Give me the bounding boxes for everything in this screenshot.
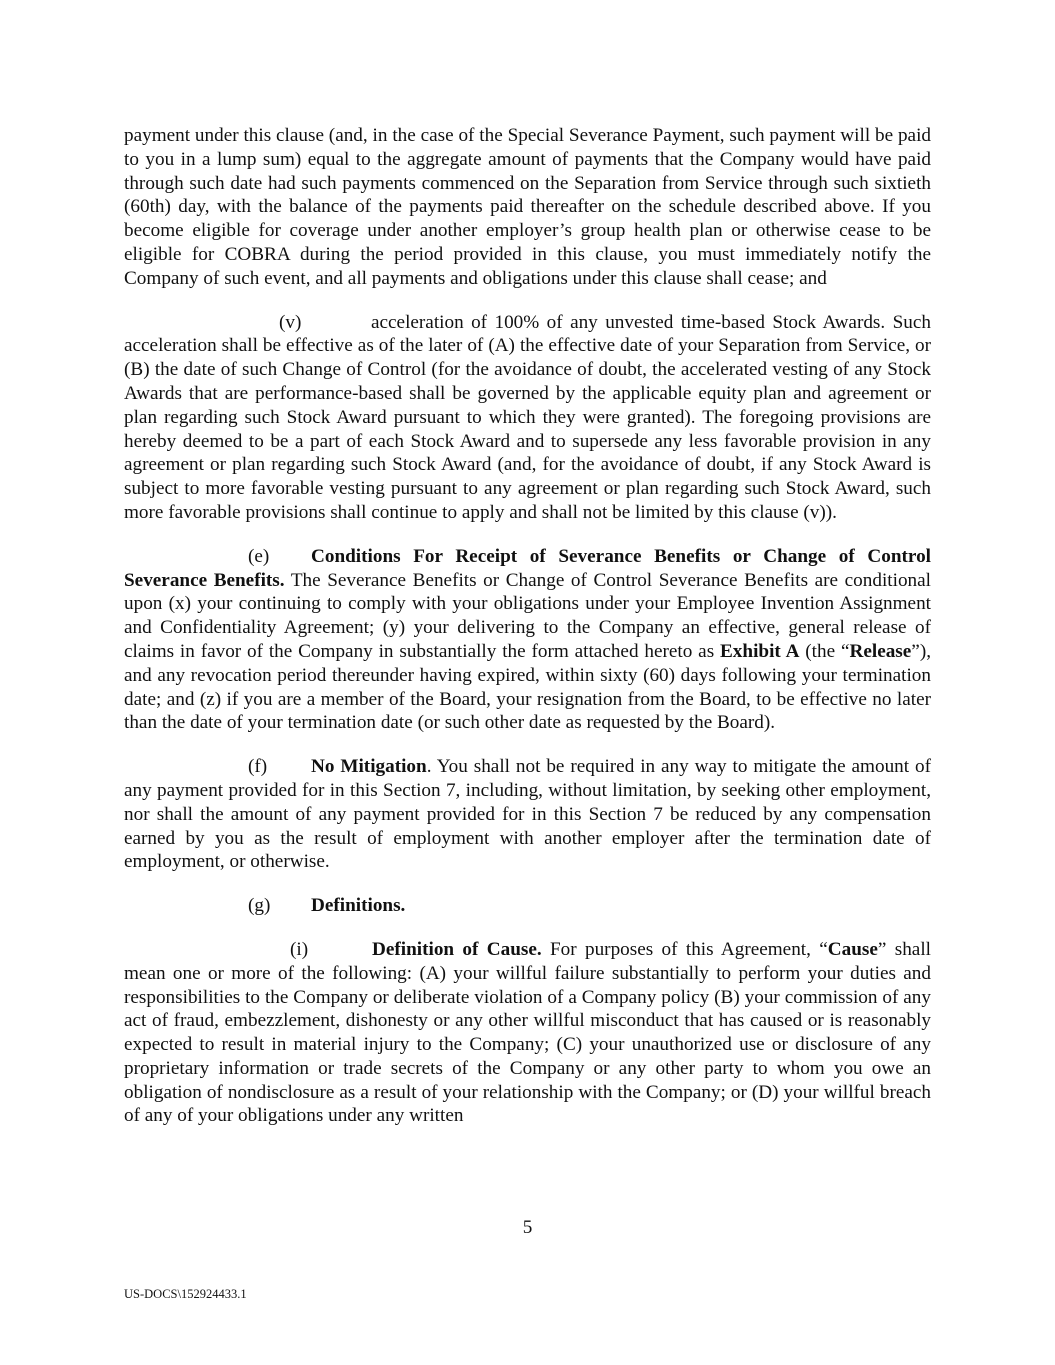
page-number: 5 <box>522 1217 533 1238</box>
section-e-text-3: ”), and any revocation period thereunder having expired, within sixty (60) days following your termination date; and (z) if you are a member of the Board, your resignation from the Board, to be effective no later than the date of your termination date (or such other date as requested by the Board). <box>124 640 931 734</box>
paragraph-gap <box>124 525 931 545</box>
paragraph-section-e <box>124 545 931 735</box>
section-e-number: (e) <box>248 545 270 567</box>
cause-term: Cause <box>827 938 878 960</box>
release-term: Release <box>849 640 912 662</box>
document-body <box>124 124 931 1128</box>
section-e-text-1: The Severance Benefits or Change of Control Severance Benefits are conditional upon (x) your continuing to comply with your obligations under your Employee Invention Assignment and Confidentiality Agreement; (y) your delivering to the Company an effective, general release of claims in favor of the Company in substantially the form attached hereto as <box>124 569 931 662</box>
clause-i-text-1: For purposes of this Agreement, “ <box>541 938 828 960</box>
paragraph-gap <box>124 918 931 938</box>
clause-v-text: acceleration of 100% of any unvested time-based Stock Awards. Such acceleration shall be effective as of the later of (A) the effective date of your Separation from Service, or (B) the date of such Change of Control (for the avoidance of doubt, the accelerated vesting of any Stock Awards that are performance-based shall be governed by the applicable equity plan and agreement or plan regarding such Stock Award pursuant to which they were granted). The foregoing provisions are hereby deemed to be a part of each Stock Award and to supersede any less favorable provision in any agreement or plan regarding such Stock Award (and, for the avoidance of doubt, if any Stock Award is subject to more favorable vesting pursuant to any agreement or plan regarding such Stock Award, such more favorable provisions shall continue to apply and shall not be limited by this clause (v)). <box>124 311 931 523</box>
paragraph-gap <box>124 291 931 311</box>
paragraph-clause-i <box>124 938 931 1128</box>
document-id: US-DOCS\152924433.1 <box>124 1287 247 1301</box>
clause-v-number: (v) <box>279 311 302 333</box>
paragraph-clause-v <box>124 311 931 525</box>
section-f-heading: No Mitigation <box>311 756 427 778</box>
paragraph-section-f <box>124 755 931 874</box>
exhibit-a-term: Exhibit A <box>720 640 800 662</box>
clause-i-text-2: ” shall mean one or more of the following: (A) your willful failure substantially to perform your duties and responsibilities to the Company or deliberate violation of a Company policy (B) your commission of any act of fraud, embezzlement, dishonesty or any other willful misconduct that has caused or is reasonably expected to result in material injury to the Company; (C) your unauthorized use or disclosure of any proprietary information or trade secrets of the Company or any other party to whom you owe an obligation of nondisclosure as a result of your relationship with the Company; or (D) your willful breach of any of your obligations under any written <box>124 938 931 1127</box>
section-e-text-2: (the “ <box>799 640 850 662</box>
section-g-heading: Definitions. <box>311 895 406 917</box>
section-f-text: . You shall not be required in any way to mitigate the amount of any payment provided for in this Section 7, including, without limitation, by seeking other employment, nor shall the amount of any payment provided for in this Section 7 be reduced by any compensation earned by you as the result of employment with another employer after the termination date of employment, or otherwise. <box>124 756 931 873</box>
section-e-heading: Conditions For Receipt of Severance Benefits or Change of Control Severance Benefits. <box>124 545 931 591</box>
paragraph-gap <box>124 735 931 755</box>
section-f-number: (f) <box>248 756 268 778</box>
paragraph-gap <box>124 874 931 894</box>
clause-i-heading: Definition of Cause. <box>372 938 542 960</box>
paragraph-payment-clause: payment under this clause (and, in the case of the Special Severance Payment, such payment will be paid to you in a lump sum) equal to the aggregate amount of payments that the Company would have paid through such date had such payments commenced on the Separation from Service through such sixtieth (60th) day, with the balance of the payments paid thereafter on the schedule described above. If you become eligible for coverage under another employer’s group health plan or otherwise cease to be eligible for COBRA during the period provided in this clause, you must immediately notify the Company of such event, and all payments and obligations under this clause shall cease; and <box>124 125 931 289</box>
clause-i-number: (i) <box>290 938 309 960</box>
section-g-number: (g) <box>248 895 271 917</box>
paragraph-section-g <box>124 894 931 918</box>
